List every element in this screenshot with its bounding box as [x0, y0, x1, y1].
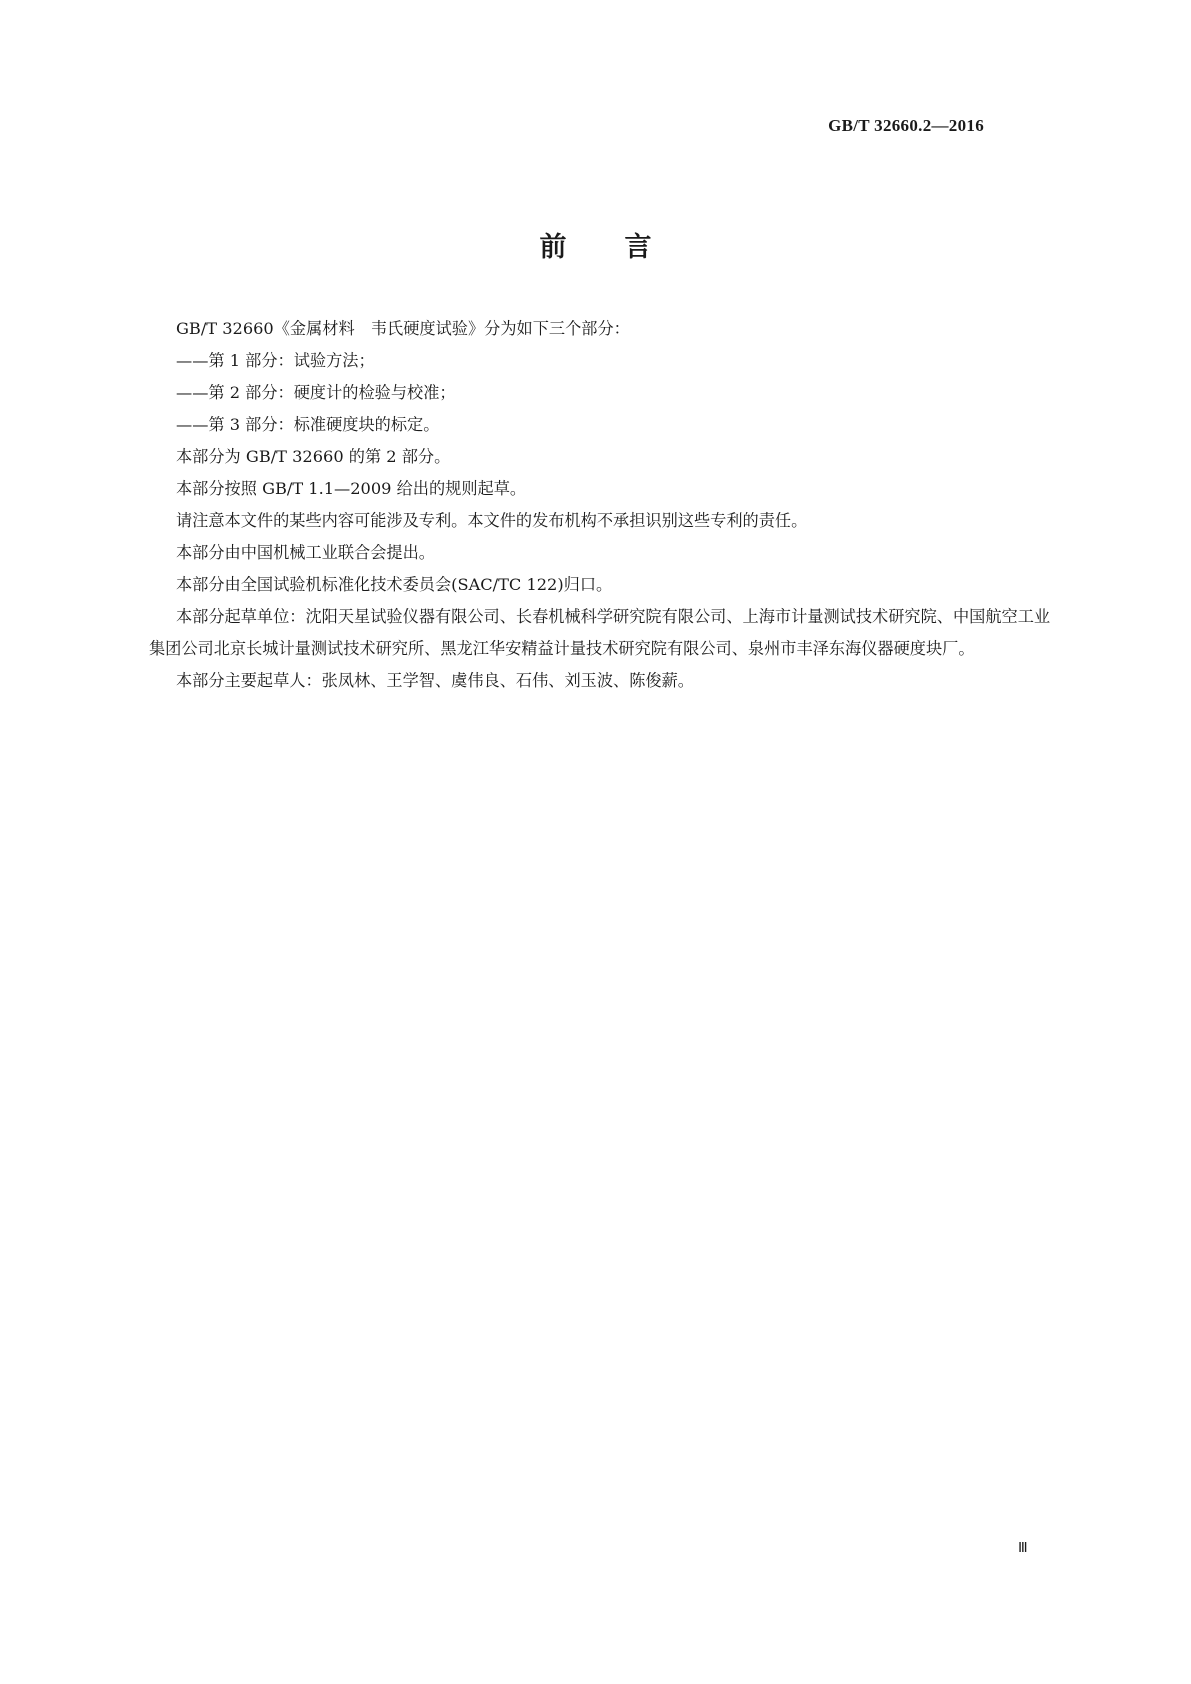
list-item-part-1: ——第 1 部分：试验方法；: [176, 351, 375, 370]
paragraph-main-drafters: 本部分主要起草人：张凤林、王学智、虞伟良、石伟、刘玉波、陈俊薪。: [176, 671, 694, 690]
paragraph-patent-notice: 请注意本文件的某些内容可能涉及专利。本文件的发布机构不承担识别这些专利的责任。: [176, 511, 808, 530]
paragraph-drafting-units: 本部分起草单位：沈阳天星试验仪器有限公司、长春机械科学研究院有限公司、上海市计量测试技术研究院、中国航空工业集团公司北京长城计量测试技术研究所、黑龙江华安精益计量技术研究院有限公司、泉州市丰泽东海仪器硬度块厂。: [149, 607, 1051, 658]
paragraph-parts-intro: GB/T 32660《金属材料 韦氏硬度试验》分为如下三个部分：: [176, 319, 630, 338]
standard-code: GB/T 32660.2—2016: [828, 116, 984, 135]
page-title: 前言: [539, 232, 710, 263]
list-item-part-2: ——第 2 部分：硬度计的检验与校准；: [176, 383, 456, 402]
paragraph-this-part: 本部分为 GB/T 32660 的第 2 部分。: [176, 447, 451, 466]
paragraph-drafting-rules: 本部分按照 GB/T 1.1—2009 给出的规则起草。: [176, 479, 527, 498]
paragraph-centralized-by: 本部分由全国试验机标准化技术委员会(SAC/TC 122)归口。: [176, 575, 613, 594]
list-item-part-3: ——第 3 部分：标准硬度块的标定。: [176, 415, 440, 434]
document-body: [149, 313, 1051, 697]
page-number: Ⅲ: [1018, 1541, 1028, 1556]
paragraph-proposer: 本部分由中国机械工业联合会提出。: [176, 543, 435, 562]
